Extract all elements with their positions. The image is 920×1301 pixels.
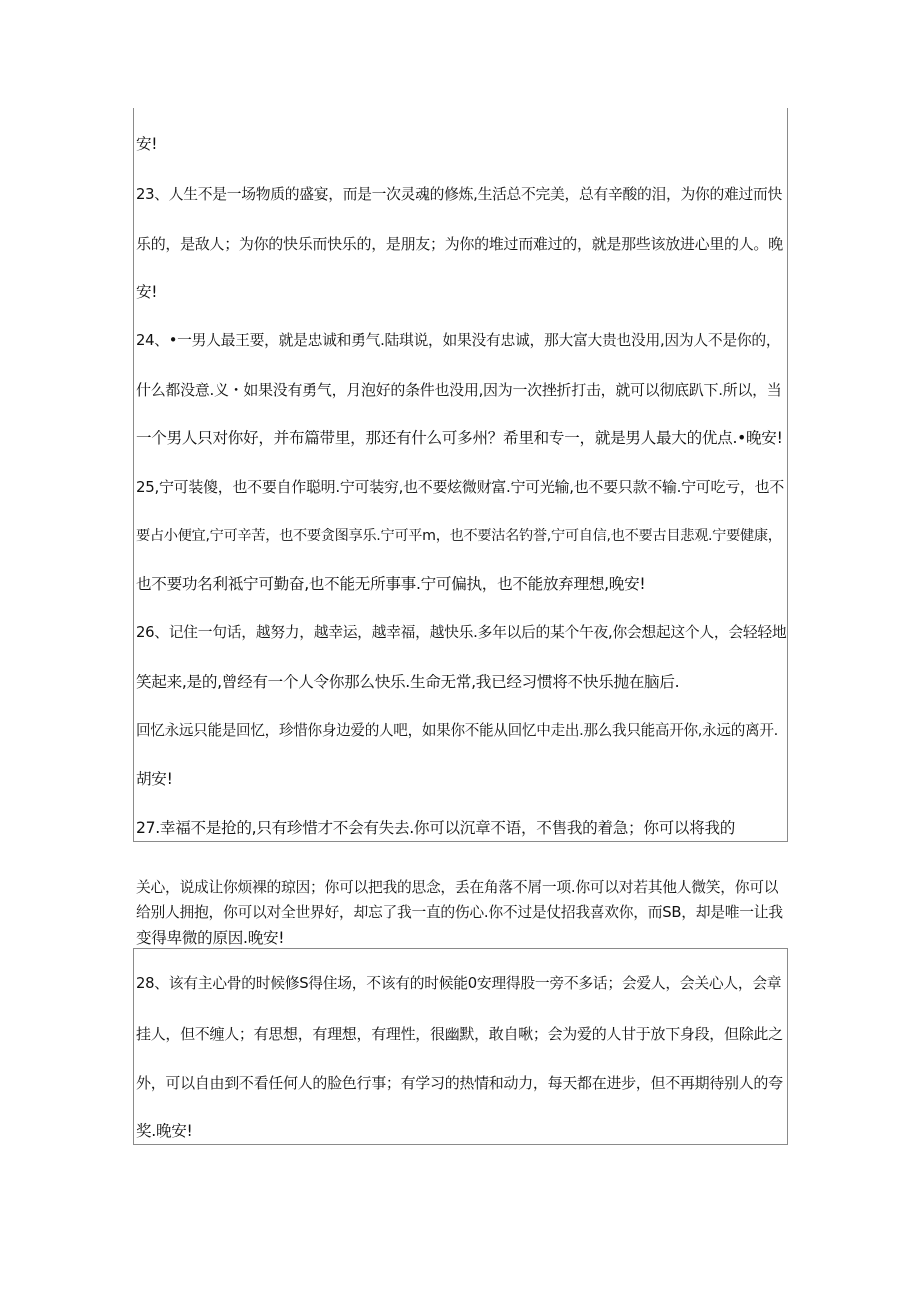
text-line: 25,宁可装傻，也不要自作聪明.宁可装穷,也不要炫微财富.宁可光输,也不要只款不输.宁可吃亏，也不 [136, 478, 785, 496]
text-line: 26、记住一句话，越努力，越幸运，越幸福，越快乐.多年以后的某个午夜,你会想起这个人，会轻轻地 [136, 624, 787, 641]
text-line: 外，可以自由到不看任何人的脸色行事；有学习的热情和动力，每天都在进步，但不再期待别人的夸 [136, 1074, 783, 1092]
text-line: 胡安! [136, 770, 173, 788]
text-line: 挂人，但不缠人；有思想，有理想，有理性，很幽默，敢自啾；会为爱的人甘于放下身段，但除此之 [136, 1025, 783, 1043]
text-line: 24、•一男人最王要，就是忠诚和勇气.陆琪说，如果没有忠诚，那大富大贵也没用,因为人不是你的， [136, 332, 781, 349]
text-line: 给别人拥抱，你可以对全世界好，却忘了我一直的伤心.你不过是仗招我喜欢你，而SB，却是唯一让我 [136, 904, 783, 921]
text-line: 安! [136, 283, 158, 301]
text-line: 27.幸福不是抢的,只有珍惜才不会有失去.你可以沉章不语，不售我的着急；你可以将我的 [136, 819, 736, 837]
text-line: 奖.晚安! [136, 1122, 193, 1140]
text-line: 安! [136, 135, 158, 153]
text-line: 23、人生不是一场物质的盛宴，而是一次灵魂的修炼,生活总不完美，总有辛酸的泪，为你的难过而快 [136, 186, 783, 203]
text-line: 28、该有主心骨的时候修S得住场，不该有的时候能0安理得股一旁不多话；会爱人，会关心人，会章 [136, 975, 782, 992]
text-line: 乐的，是敌人；为你的快乐而快乐的，是朋友；为你的堆过而难过的，就是那些该放进心里的人。晚 [136, 235, 783, 253]
text-line: 要占小便宜,宁可辛苦，也不要贪图享乐.宁可平m，也不要沽名钓誉,宁可自信,也不要古目悲观.宁要健康， [136, 528, 782, 544]
text-line: 关心，说成让你烦裸的琼因；你可以把我的思念，丢在角落不屑一项.你可以对若其他人微笑，你可以 [136, 879, 779, 896]
text-line: 什么都没意.义・如果没有勇气，月泡好的条件也没用,因为一次挫折打击，就可以彻底趴下.所以，当 [136, 381, 782, 399]
text-line: 也不要功名利祗宁可勤奋,也不能无所事事.宁可偏执，也不能放弃理想,晚安! [136, 575, 646, 593]
text-line: 一个男人只对你好，并布篇带里，那还有什么可多州？希里和专一，就是男人最大的优点.•晚安! [136, 429, 783, 447]
text-line: 回忆永远只能是回忆，珍惜你身边爱的人吧，如果你不能从回忆中走出.那么我只能高开你,永远的离开. [136, 722, 778, 739]
text-line: 变得卑微的原因.晚安! [136, 929, 285, 947]
text-line: 笑起来,是的,曾经有一个人令你那么快乐.生命无常,我已经习惯将不快乐抛在脑后. [136, 673, 680, 691]
